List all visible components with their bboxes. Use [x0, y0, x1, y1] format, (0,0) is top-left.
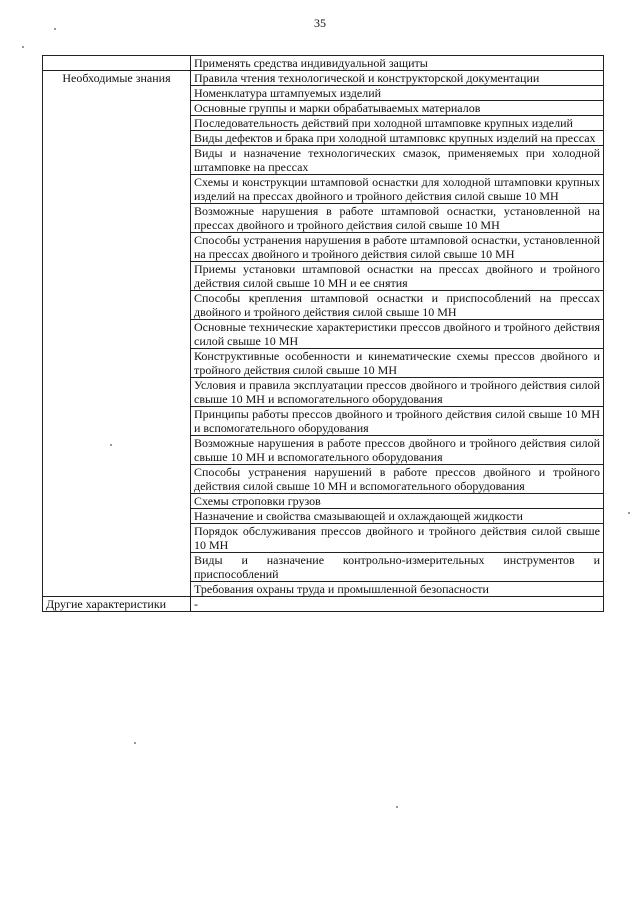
scan-speck — [54, 28, 56, 30]
table-row — [43, 71, 604, 86]
row-label-cell — [43, 71, 191, 597]
requirement-item: Последовательность действий при холодной штамповке крупных изделий — [191, 116, 604, 131]
scan-speck — [134, 742, 136, 744]
requirement-item: Условия и правила эксплуатации прессов двойного и тройного действия силой свыше 10 МН и вспомогательного оборудования — [191, 378, 604, 407]
requirement-item: Способы устранения нарушений в работе прессов двойного и тройного действия силой свыше 10 МН и вспомогательного оборудования — [191, 465, 604, 494]
requirement-item: Виды и назначение контрольно-измерительных инструментов и приспособлений — [191, 553, 604, 582]
scan-speck — [628, 512, 630, 514]
requirement-item: Основные группы и марки обрабатываемых материалов — [191, 101, 604, 116]
requirement-item: Назначение и свойства смазывающей и охлаждающей жидкости — [191, 509, 604, 524]
row-label: Необходимые знания — [62, 71, 171, 85]
requirement-item: Способы крепления штамповой оснастки и приспособлений на прессах двойного и тройного действия силой свыше 10 МН — [191, 291, 604, 320]
row-label-cell — [43, 597, 191, 612]
table-row — [43, 597, 604, 612]
requirement-item: Способы устранения нарушения в работе штамповой оснастки, установленной на прессах двойного и тройного действия силой свыше 10 МН — [191, 233, 604, 262]
page-number: 35 — [314, 16, 326, 30]
requirement-item: Приемы установки штамповой оснастки на прессах двойного и тройного действия силой свыше 10 МН и ее снятия — [191, 262, 604, 291]
knowledge-table — [42, 55, 604, 612]
requirement-item: Схемы строповки грузов — [191, 494, 604, 509]
requirement-item: Схемы и конструкции штамповой оснастки для холодной штамповки крупных изделий на прессах двойного и тройного действия силой свыше 10 МН — [191, 175, 604, 204]
row-label-cell — [43, 56, 191, 71]
requirement-item: - — [191, 597, 604, 612]
row-label: Другие характеристики — [46, 597, 167, 611]
requirement-item: Принципы работы прессов двойного и тройного действия силой свыше 10 МН и вспомогательного оборудования — [191, 407, 604, 436]
requirement-item: Требования охраны труда и промышленной безопасности — [191, 582, 604, 597]
requirement-item: Основные технические характеристики прессов двойного и тройного действия силой свыше 10 МН — [191, 320, 604, 349]
requirement-item: Применять средства индивидуальной защиты — [191, 56, 604, 71]
scan-speck — [396, 806, 398, 808]
requirement-item: Правила чтения технологической и конструкторской документации — [191, 71, 604, 86]
requirement-item: Порядок обслуживания прессов двойного и тройного действия силой свыше 10 МН — [191, 524, 604, 553]
requirement-item: Возможные нарушения в работе штамповой оснастки, установленной на прессах двойного и тройного действия силой свыше 10 МН — [191, 204, 604, 233]
scan-speck — [22, 46, 24, 48]
table-row — [43, 56, 604, 71]
requirement-item: Виды и назначение технологических смазок, применяемых при холодной штамповке на прессах — [191, 146, 604, 175]
requirement-item: Номенклатура штампуемых изделий — [191, 86, 604, 101]
requirement-item: Возможные нарушения в работе прессов двойного и тройного действия силой свыше 10 МН и вспомогательного оборудования — [191, 436, 604, 465]
requirement-item: Конструктивные особенности и кинематические схемы прессов двойного и тройного действия силой свыше 10 МН — [191, 349, 604, 378]
requirement-item: Виды дефектов и брака при холодной штамповкс крупных изделий на прессах — [191, 131, 604, 146]
